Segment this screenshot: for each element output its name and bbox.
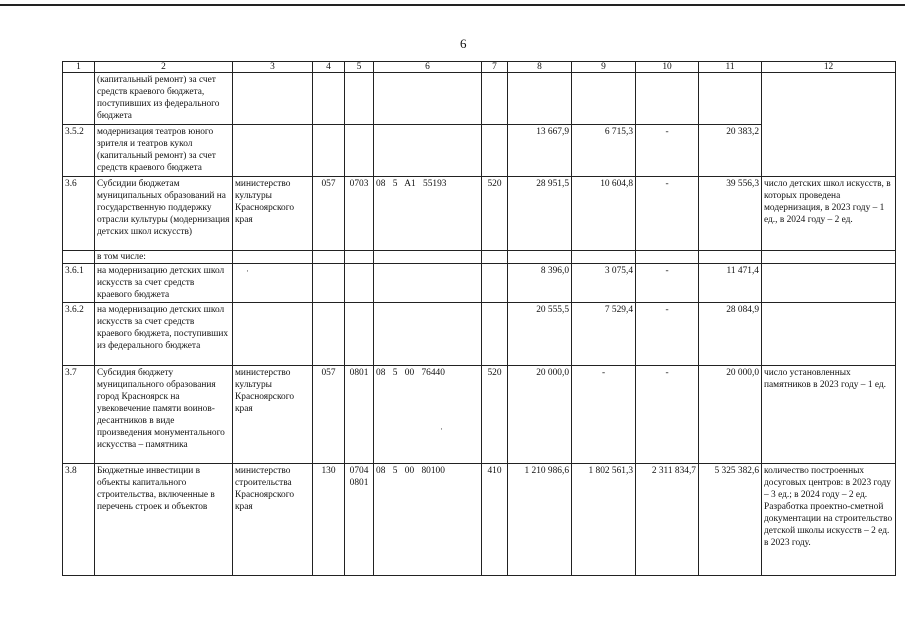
row-2023: 28 951,5 bbox=[508, 177, 572, 251]
row-rzpr: 0801 bbox=[345, 366, 374, 464]
row-result: количество построенных досуговых центров: в 2023 году – 3 ед.; в 2024 году – 2 ед. Разработка проектно-сметной документации на строительство детской школы искусств – 2 ед. в 2023 году. bbox=[762, 464, 896, 576]
row-2023: 8 396,0 bbox=[508, 264, 572, 303]
column-header: 10 bbox=[636, 62, 699, 73]
row-number: 3.8 bbox=[63, 464, 95, 576]
column-header: 6 bbox=[374, 62, 482, 73]
row-rzpr bbox=[345, 264, 374, 303]
row-total bbox=[699, 73, 762, 125]
table-row bbox=[63, 366, 896, 464]
row-2024: 3 075,4 bbox=[572, 264, 636, 303]
row-grbs bbox=[313, 73, 345, 125]
column-header: 12 bbox=[762, 62, 896, 73]
scan-speck: · bbox=[440, 424, 443, 434]
row-2023: 20 000,0 bbox=[508, 366, 572, 464]
row-vr bbox=[482, 73, 508, 125]
row-total: 20 383,2 bbox=[699, 125, 762, 177]
table-row bbox=[63, 303, 896, 366]
row-org: министерство культуры Красноярского края bbox=[233, 366, 313, 464]
column-header: 7 bbox=[482, 62, 508, 73]
column-header: 3 bbox=[233, 62, 313, 73]
row-result bbox=[762, 303, 896, 366]
row-2025: 2 311 834,7 bbox=[636, 464, 699, 576]
row-vr bbox=[482, 303, 508, 366]
including-label: в том числе: bbox=[95, 251, 233, 264]
row-result bbox=[762, 73, 896, 177]
row-csr: 08 5 A1 55193 bbox=[374, 177, 482, 251]
column-header: 8 bbox=[508, 62, 572, 73]
row-2024 bbox=[572, 73, 636, 125]
row-2024: - bbox=[572, 366, 636, 464]
row-vr bbox=[482, 264, 508, 303]
row-2024: 6 715,3 bbox=[572, 125, 636, 177]
row-2025: - bbox=[636, 366, 699, 464]
column-header: 9 bbox=[572, 62, 636, 73]
column-header: 1 bbox=[63, 62, 95, 73]
row-2024: 10 604,8 bbox=[572, 177, 636, 251]
table-row bbox=[63, 251, 896, 264]
row-csr: 08 5 00 80100 bbox=[374, 464, 482, 576]
row-2023: 13 667,9 bbox=[508, 125, 572, 177]
row-vr: 520 bbox=[482, 366, 508, 464]
row-csr bbox=[374, 73, 482, 125]
row-name: на модернизацию детских школ искусств за счет средств краевого бюджета bbox=[95, 264, 233, 303]
row-org bbox=[233, 303, 313, 366]
row-rzpr bbox=[345, 303, 374, 366]
column-header: 2 bbox=[95, 62, 233, 73]
scan-speck: · bbox=[246, 266, 249, 276]
row-rzpr bbox=[345, 125, 374, 177]
row-name: Бюджетные инвестиции в объекты капитального строительства, включенные в перечень строек и объектов bbox=[95, 464, 233, 576]
row-result: число детских школ искусств, в которых проведена модернизация, в 2023 году – 1 ед., в 2024 году – 2 ед. bbox=[762, 177, 896, 251]
row-number: 3.6.1 bbox=[63, 264, 95, 303]
column-header: 11 bbox=[699, 62, 762, 73]
page-number: 6 bbox=[460, 36, 467, 51]
row-number: 3.6.2 bbox=[63, 303, 95, 366]
row-2024: 1 802 561,3 bbox=[572, 464, 636, 576]
row-csr bbox=[374, 264, 482, 303]
row-org bbox=[233, 125, 313, 177]
row-name: Субсидии бюджетам муниципальных образований на государственную поддержку отрасли культуры (модернизация детских школ искусств) bbox=[95, 177, 233, 251]
column-number-row bbox=[63, 62, 896, 73]
row-grbs: 057 bbox=[313, 366, 345, 464]
table-row bbox=[63, 464, 896, 576]
row-rzpr: 0704 0801 bbox=[345, 464, 374, 576]
row-name: модернизация театров юного зрителя и театров кукол (капитальный ремонт) за счет средств краевого бюджета bbox=[95, 125, 233, 177]
row-2025: - bbox=[636, 264, 699, 303]
row-2024: 7 529,4 bbox=[572, 303, 636, 366]
row-2023: 1 210 986,6 bbox=[508, 464, 572, 576]
row-rzpr: 0703 bbox=[345, 177, 374, 251]
row-total: 11 471,4 bbox=[699, 264, 762, 303]
column-header: 4 bbox=[313, 62, 345, 73]
table-row bbox=[63, 73, 896, 125]
table-row bbox=[63, 177, 896, 251]
row-org: министерство культуры Красноярского края bbox=[233, 177, 313, 251]
row-total: 5 325 382,6 bbox=[699, 464, 762, 576]
row-result bbox=[762, 264, 896, 303]
row-name: (капитальный ремонт) за счет средств краевого бюджета, поступивших из федерального бюджета bbox=[95, 73, 233, 125]
row-2025: - bbox=[636, 125, 699, 177]
row-org: министерство строительства Красноярского края bbox=[233, 464, 313, 576]
row-name: Субсидия бюджету муниципального образования город Красноярск на увековечение памяти воинов-десантников в виде произведения монументального искусства – памятника bbox=[95, 366, 233, 464]
row-grbs bbox=[313, 264, 345, 303]
row-org bbox=[233, 264, 313, 303]
row-number: 3.5.2 bbox=[63, 125, 95, 177]
row-csr: 08 5 00 76440 bbox=[374, 366, 482, 464]
row-number: 3.6 bbox=[63, 177, 95, 251]
row-vr: 410 bbox=[482, 464, 508, 576]
row-2025: - bbox=[636, 303, 699, 366]
row-grbs: 057 bbox=[313, 177, 345, 251]
table-row bbox=[63, 264, 896, 303]
row-2023 bbox=[508, 73, 572, 125]
row-2025 bbox=[636, 73, 699, 125]
row-csr bbox=[374, 303, 482, 366]
row-total: 20 000,0 bbox=[699, 366, 762, 464]
column-header: 5 bbox=[345, 62, 374, 73]
row-grbs bbox=[313, 303, 345, 366]
row-name: на модернизацию детских школ искусств за счет средств краевого бюджета, поступивших из федерального бюджета bbox=[95, 303, 233, 366]
row-total: 39 556,3 bbox=[699, 177, 762, 251]
row-grbs bbox=[313, 125, 345, 177]
row-rzpr bbox=[345, 73, 374, 125]
row-csr bbox=[374, 125, 482, 177]
row-total: 28 084,9 bbox=[699, 303, 762, 366]
row-result: число установленных памятников в 2023 году – 1 ед. bbox=[762, 366, 896, 464]
row-2023: 20 555,5 bbox=[508, 303, 572, 366]
top-border-line bbox=[0, 4, 905, 6]
row-vr bbox=[482, 125, 508, 177]
row-number: 3.7 bbox=[63, 366, 95, 464]
budget-table bbox=[62, 61, 896, 576]
row-number bbox=[63, 73, 95, 125]
row-grbs: 130 bbox=[313, 464, 345, 576]
row-org bbox=[233, 73, 313, 125]
row-vr: 520 bbox=[482, 177, 508, 251]
row-2025: - bbox=[636, 177, 699, 251]
